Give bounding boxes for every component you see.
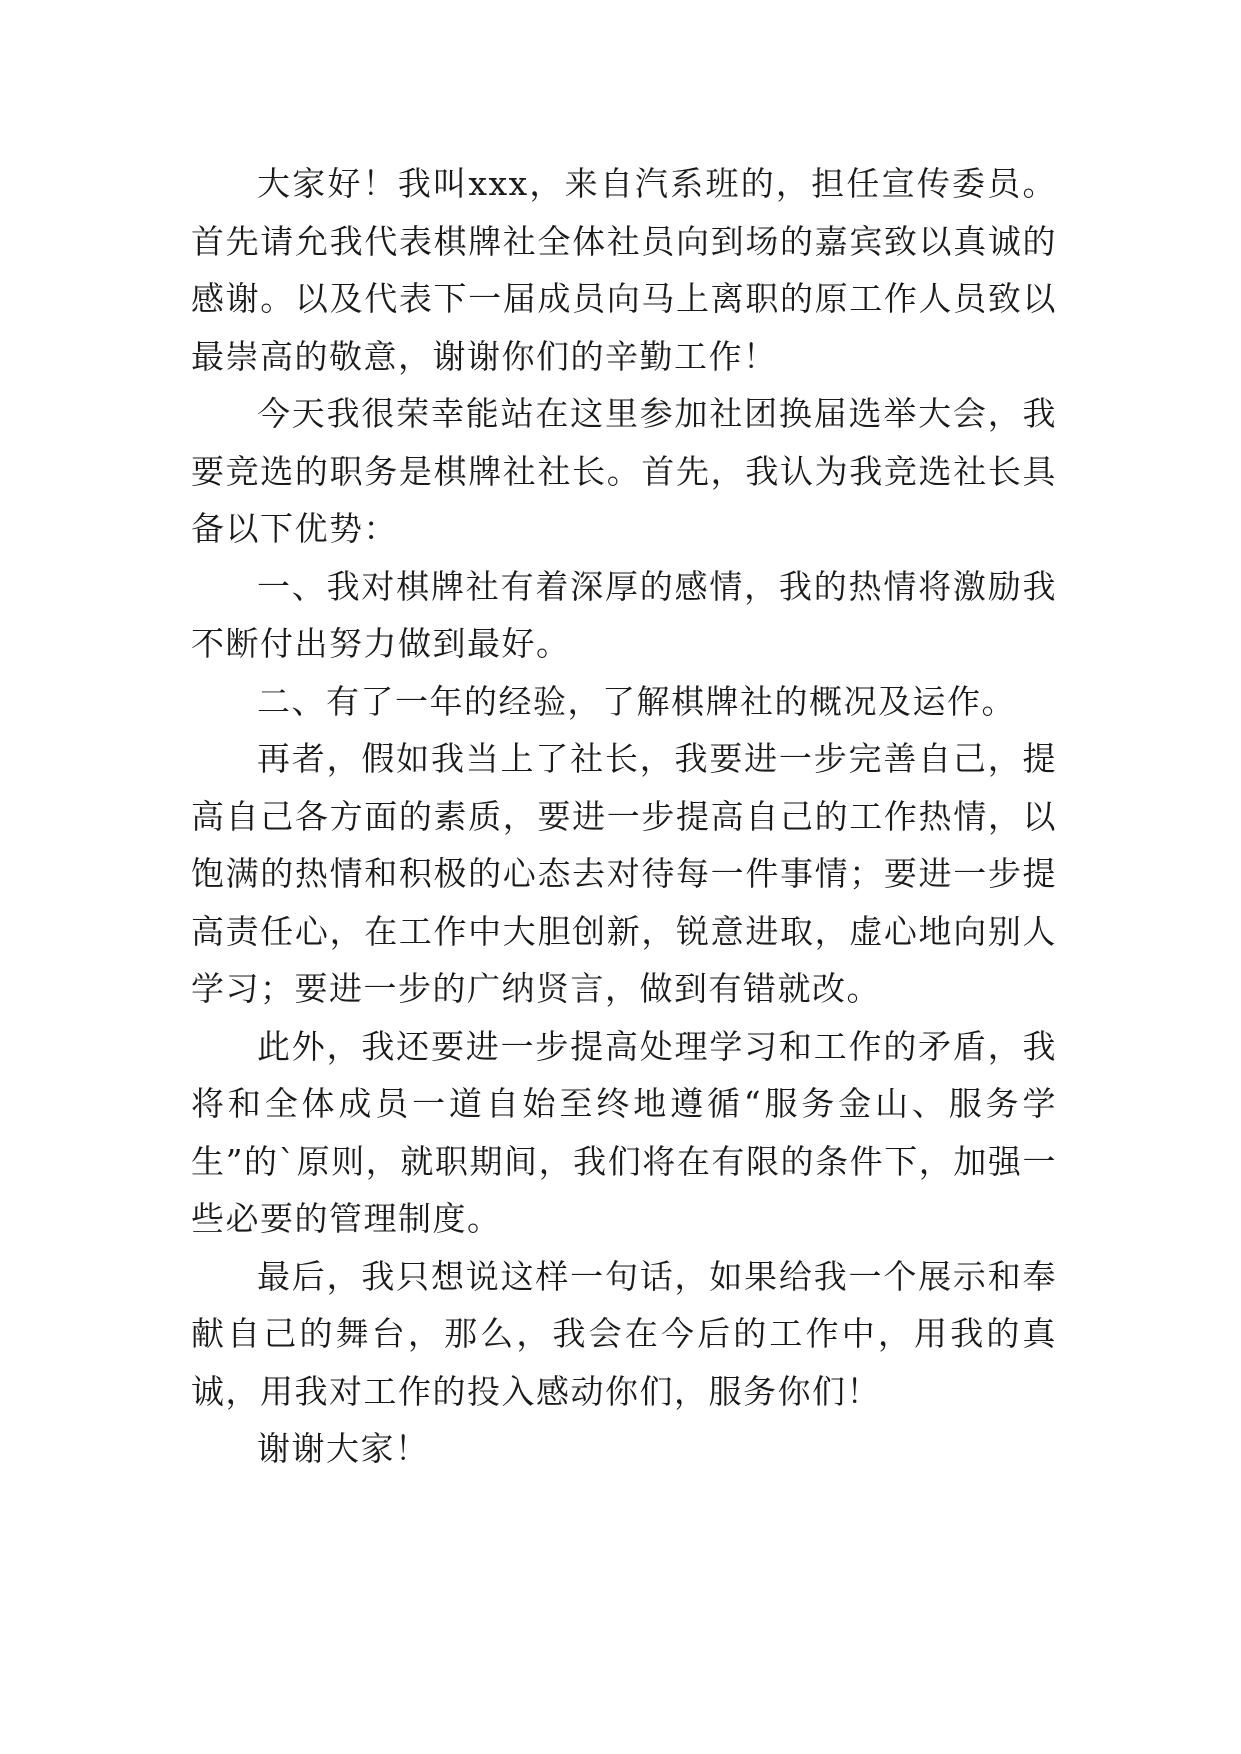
paragraph-advantage-two: 二、有了一年的经验，了解棋牌社的概况及运作。 [257, 681, 1016, 721]
paragraph-plans: 再者，假如我当上了社长，我要进一步完善自己，提高自己各方面的素质，要进一步提高自己的工作热情，以饱满的热情和积极的心态去对待每一件事情；要进一步提高责任心，在工作中大胆创新，锐意进取，虚心地向别人学习；要进一步的广纳贤言，做到有错就改。 [191, 739, 1057, 1008]
document-body [191, 155, 1057, 1478]
paragraph-advantage-one: 一、我对棋牌社有着深厚的感情，我的热情将激励我不断付出努力做到最好。 [191, 566, 1057, 663]
paragraph-thanks: 谢谢大家！ [257, 1429, 430, 1468]
paragraph-candidacy: 今天我很荣幸能站在这里参加社团换届选举大会，我要竞选的职务是棋牌社社长。首先，我认为我竞选社长具备以下优势： [191, 394, 1057, 548]
paragraph-greeting: 大家好！我叫xxx，来自汽系班的，担任宣传委员。首先请允我代表棋牌社全体社员向到场的嘉宾致以真诚的感谢。以及代表下一届成员向马上离职的原工作人员致以最崇高的敬意，谢谢你们的辛勤工作！ [191, 164, 1057, 376]
paragraph-closing: 最后，我只想说这样一句话，如果给我一个展示和奉献自己的舞台，那么，我会在今后的工作中，用我的真诚，用我对工作的投入感动你们，服务你们！ [191, 1256, 1057, 1411]
paragraph-principles: 此外，我还要进一步提高处理学习和工作的矛盾，我将和全体成员一道自始至终地遵循“服务金山、服务学生”的`原则，就职期间，我们将在有限的条件下，加强一些必要的管理制度。 [191, 1026, 1057, 1238]
